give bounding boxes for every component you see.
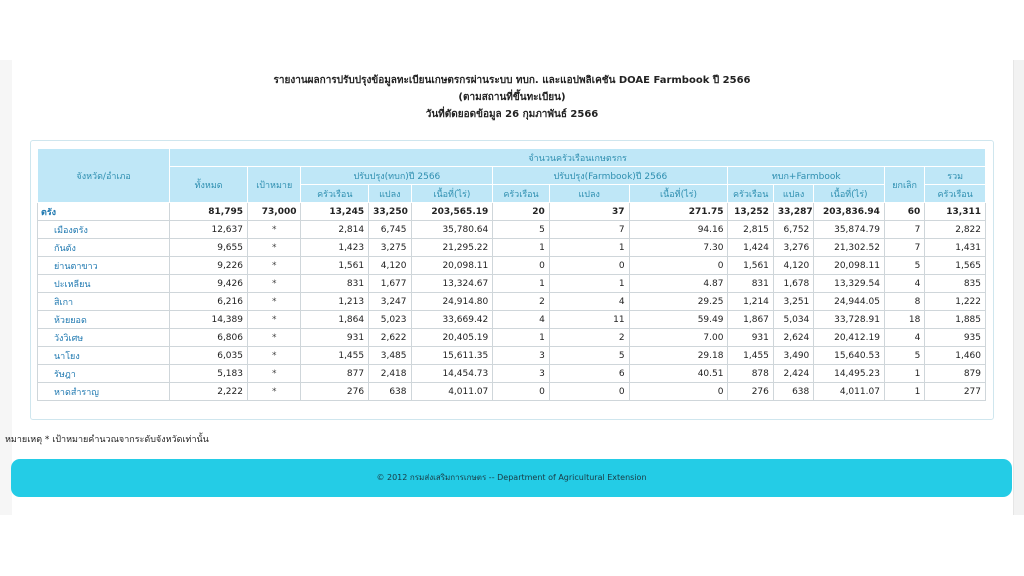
sum-households-cell: 1,431 — [925, 239, 986, 257]
table-row-total — [38, 203, 986, 221]
combined-plots-cell: 4,120 — [773, 257, 813, 275]
district-link[interactable]: ย่านตาขาว — [38, 257, 170, 275]
combined-plots-cell: 638 — [773, 383, 813, 401]
fb-households-cell: 5 — [493, 221, 550, 239]
header-tbk-plots: แปลง — [369, 185, 411, 203]
sum-households-cell: 13,311 — [925, 203, 986, 221]
tbk-area-cell: 21,295.22 — [411, 239, 493, 257]
tbk-households-cell: 13,245 — [301, 203, 369, 221]
district-link[interactable]: นาโยง — [38, 347, 170, 365]
sum-households-cell: 277 — [925, 383, 986, 401]
cancel-cell: 4 — [884, 275, 924, 293]
tbk-households-cell: 1,423 — [301, 239, 369, 257]
combined-area-cell: 21,302.52 — [814, 239, 885, 257]
tbk-plots-cell: 5,023 — [369, 311, 411, 329]
target-cell: 73,000 — [247, 203, 301, 221]
tbk-area-cell: 24,914.80 — [411, 293, 493, 311]
table-row — [38, 365, 986, 383]
table-row — [38, 293, 986, 311]
fb-area-cell: 59.49 — [629, 311, 728, 329]
report-title-line-2: (ตามสถานที่ขึ้นทะเบียน) — [458, 92, 566, 103]
target-cell: * — [247, 329, 301, 347]
combined-households-cell: 13,252 — [728, 203, 773, 221]
fb-households-cell: 4 — [493, 311, 550, 329]
fb-plots-cell: 5 — [549, 347, 629, 365]
header-tbk-area: เนื้อที่(ไร่) — [411, 185, 493, 203]
tbk-households-cell: 877 — [301, 365, 369, 383]
report-table — [37, 148, 986, 401]
table-row — [38, 311, 986, 329]
sum-households-cell: 1,885 — [925, 311, 986, 329]
tbk-households-cell: 2,814 — [301, 221, 369, 239]
fb-households-cell: 1 — [493, 329, 550, 347]
footer-copyright: © 2012 กรมส่งเสริมการเกษตร -- Department of Agricultural Extension — [376, 473, 647, 482]
fb-area-cell: 0 — [629, 257, 728, 275]
cancel-cell: 18 — [884, 311, 924, 329]
tbk-plots-cell: 3,275 — [369, 239, 411, 257]
tbk-area-cell: 203,565.19 — [411, 203, 493, 221]
fb-households-cell: 2 — [493, 293, 550, 311]
left-frame-edge — [0, 60, 12, 515]
tbk-plots-cell: 6,745 — [369, 221, 411, 239]
report-title-line-3: วันที่ตัดยอดข้อมูล 26 กุมภาพันธ์ 2566 — [425, 109, 599, 120]
district-link[interactable]: ปะเหลียน — [38, 275, 170, 293]
total-cell: 81,795 — [170, 203, 248, 221]
header-target: เป้าหมาย — [247, 167, 301, 203]
combined-households-cell: 276 — [728, 383, 773, 401]
target-cell: * — [247, 383, 301, 401]
combined-households-cell: 878 — [728, 365, 773, 383]
total-cell: 9,226 — [170, 257, 248, 275]
combined-area-cell: 35,874.79 — [814, 221, 885, 239]
target-cell: * — [247, 293, 301, 311]
tbk-households-cell: 1,455 — [301, 347, 369, 365]
fb-area-cell: 7.30 — [629, 239, 728, 257]
fb-area-cell: 7.00 — [629, 329, 728, 347]
combined-area-cell: 13,329.54 — [814, 275, 885, 293]
sum-households-cell: 835 — [925, 275, 986, 293]
header-tbk: ปรับปรุง(ทบก)ปี 2566 — [301, 167, 493, 185]
header-group: จำนวนครัวเรือนเกษตรกร — [170, 149, 986, 167]
tbk-plots-cell: 2,622 — [369, 329, 411, 347]
fb-area-cell: 94.16 — [629, 221, 728, 239]
cancel-cell: 7 — [884, 221, 924, 239]
tbk-area-cell: 4,011.07 — [411, 383, 493, 401]
total-cell: 6,806 — [170, 329, 248, 347]
sum-households-cell: 1,222 — [925, 293, 986, 311]
header-sum: รวม — [925, 167, 986, 185]
total-cell: 6,035 — [170, 347, 248, 365]
sum-households-cell: 879 — [925, 365, 986, 383]
province-link[interactable]: ตรัง — [38, 203, 170, 221]
fb-households-cell: 1 — [493, 275, 550, 293]
combined-area-cell: 4,011.07 — [814, 383, 885, 401]
target-cell: * — [247, 365, 301, 383]
table-row — [38, 347, 986, 365]
tbk-plots-cell: 3,247 — [369, 293, 411, 311]
combined-plots-cell: 1,678 — [773, 275, 813, 293]
sum-households-cell: 935 — [925, 329, 986, 347]
district-link[interactable]: ห้วยยอด — [38, 311, 170, 329]
report-title — [0, 72, 1024, 123]
header-fb-households: ครัวเรือน — [493, 185, 550, 203]
right-scrollbar-track[interactable] — [1013, 60, 1024, 515]
cancel-cell: 5 — [884, 347, 924, 365]
fb-households-cell: 20 — [493, 203, 550, 221]
fb-plots-cell: 0 — [549, 257, 629, 275]
combined-area-cell: 203,836.94 — [814, 203, 885, 221]
total-cell: 12,637 — [170, 221, 248, 239]
tbk-households-cell: 1,213 — [301, 293, 369, 311]
fb-plots-cell: 7 — [549, 221, 629, 239]
cancel-cell: 4 — [884, 329, 924, 347]
tbk-households-cell: 931 — [301, 329, 369, 347]
tbk-households-cell: 1,864 — [301, 311, 369, 329]
target-cell: * — [247, 347, 301, 365]
tbk-area-cell: 33,669.42 — [411, 311, 493, 329]
sum-households-cell: 1,460 — [925, 347, 986, 365]
header-tbk-households: ครัวเรือน — [301, 185, 369, 203]
total-cell: 9,426 — [170, 275, 248, 293]
tbk-area-cell: 14,454.73 — [411, 365, 493, 383]
tbk-area-cell: 13,324.67 — [411, 275, 493, 293]
fb-households-cell: 3 — [493, 347, 550, 365]
target-cell: * — [247, 311, 301, 329]
fb-plots-cell: 6 — [549, 365, 629, 383]
total-cell: 5,183 — [170, 365, 248, 383]
tbk-households-cell: 276 — [301, 383, 369, 401]
fb-households-cell: 3 — [493, 365, 550, 383]
tbk-plots-cell: 4,120 — [369, 257, 411, 275]
district-link[interactable]: สิเกา — [38, 293, 170, 311]
tbk-plots-cell: 33,250 — [369, 203, 411, 221]
header-combined-plots: แปลง — [773, 185, 813, 203]
tbk-area-cell: 20,405.19 — [411, 329, 493, 347]
table-row — [38, 383, 986, 401]
combined-plots-cell: 33,287 — [773, 203, 813, 221]
header-total: ทั้งหมด — [170, 167, 248, 203]
footer-bar — [11, 459, 1012, 497]
tbk-area-cell: 15,611.35 — [411, 347, 493, 365]
combined-area-cell: 33,728.91 — [814, 311, 885, 329]
combined-households-cell: 831 — [728, 275, 773, 293]
header-farmbook: ปรับปรุง(Farmbook)ปี 2566 — [493, 167, 728, 185]
fb-area-cell: 29.18 — [629, 347, 728, 365]
combined-area-cell: 15,640.53 — [814, 347, 885, 365]
combined-plots-cell: 2,624 — [773, 329, 813, 347]
fb-area-cell: 271.75 — [629, 203, 728, 221]
sum-households-cell: 2,822 — [925, 221, 986, 239]
tbk-area-cell: 20,098.11 — [411, 257, 493, 275]
combined-households-cell: 1,867 — [728, 311, 773, 329]
sum-households-cell: 1,565 — [925, 257, 986, 275]
district-link[interactable]: เมืองตรัง — [38, 221, 170, 239]
cancel-cell: 1 — [884, 383, 924, 401]
table-row — [38, 329, 986, 347]
target-cell: * — [247, 221, 301, 239]
fb-area-cell: 0 — [629, 383, 728, 401]
fb-area-cell: 29.25 — [629, 293, 728, 311]
cancel-cell: 1 — [884, 365, 924, 383]
combined-households-cell: 2,815 — [728, 221, 773, 239]
fb-plots-cell: 1 — [549, 275, 629, 293]
cancel-cell: 8 — [884, 293, 924, 311]
target-cell: * — [247, 275, 301, 293]
fb-households-cell: 0 — [493, 383, 550, 401]
header-fb-area: เนื้อที่(ไร่) — [629, 185, 728, 203]
combined-plots-cell: 3,490 — [773, 347, 813, 365]
combined-households-cell: 931 — [728, 329, 773, 347]
tbk-plots-cell: 2,418 — [369, 365, 411, 383]
combined-households-cell: 1,424 — [728, 239, 773, 257]
district-link[interactable]: วังวิเศษ — [38, 329, 170, 347]
fb-area-cell: 4.87 — [629, 275, 728, 293]
total-cell: 2,222 — [170, 383, 248, 401]
header-area: จังหวัด/อำเภอ — [38, 149, 170, 203]
tbk-households-cell: 1,561 — [301, 257, 369, 275]
combined-plots-cell: 5,034 — [773, 311, 813, 329]
fb-plots-cell: 37 — [549, 203, 629, 221]
district-link[interactable]: หาดสำราญ — [38, 383, 170, 401]
combined-area-cell: 24,944.05 — [814, 293, 885, 311]
footnote: หมายเหตุ * เป้าหมายคำนวณจากระดับจังหวัดเท่านั้น — [5, 435, 209, 445]
fb-plots-cell: 11 — [549, 311, 629, 329]
combined-area-cell: 20,412.19 — [814, 329, 885, 347]
cancel-cell: 60 — [884, 203, 924, 221]
tbk-plots-cell: 638 — [369, 383, 411, 401]
tbk-households-cell: 831 — [301, 275, 369, 293]
fb-plots-cell: 1 — [549, 239, 629, 257]
combined-plots-cell: 2,424 — [773, 365, 813, 383]
header-fb-plots: แปลง — [549, 185, 629, 203]
fb-households-cell: 0 — [493, 257, 550, 275]
district-link[interactable]: รัษฎา — [38, 365, 170, 383]
fb-plots-cell: 0 — [549, 383, 629, 401]
district-link[interactable]: กันตัง — [38, 239, 170, 257]
fb-plots-cell: 2 — [549, 329, 629, 347]
total-cell: 14,389 — [170, 311, 248, 329]
cancel-cell: 5 — [884, 257, 924, 275]
header-combined: ทบก+Farmbook — [728, 167, 884, 185]
total-cell: 9,655 — [170, 239, 248, 257]
fb-households-cell: 1 — [493, 239, 550, 257]
combined-plots-cell: 3,276 — [773, 239, 813, 257]
combined-plots-cell: 6,752 — [773, 221, 813, 239]
combined-households-cell: 1,214 — [728, 293, 773, 311]
header-sum-households: ครัวเรือน — [925, 185, 986, 203]
combined-plots-cell: 3,251 — [773, 293, 813, 311]
combined-area-cell: 14,495.23 — [814, 365, 885, 383]
report-title-line-1: รายงานผลการปรับปรุงข้อมูลทะเบียนเกษตรกรผ่านระบบ ทบก. และแอปพลิเคชัน DOAE Farmbook ปี 2566 — [273, 75, 751, 86]
tbk-plots-cell: 3,485 — [369, 347, 411, 365]
target-cell: * — [247, 257, 301, 275]
target-cell: * — [247, 239, 301, 257]
combined-area-cell: 20,098.11 — [814, 257, 885, 275]
table-row — [38, 221, 986, 239]
combined-households-cell: 1,561 — [728, 257, 773, 275]
fb-area-cell: 40.51 — [629, 365, 728, 383]
table-row — [38, 257, 986, 275]
combined-households-cell: 1,455 — [728, 347, 773, 365]
total-cell: 6,216 — [170, 293, 248, 311]
header-combined-area: เนื้อที่(ไร่) — [814, 185, 885, 203]
header-combined-households: ครัวเรือน — [728, 185, 773, 203]
fb-plots-cell: 4 — [549, 293, 629, 311]
table-row — [38, 275, 986, 293]
cancel-cell: 7 — [884, 239, 924, 257]
tbk-plots-cell: 1,677 — [369, 275, 411, 293]
header-cancel: ยกเลิก — [884, 167, 924, 203]
table-row — [38, 239, 986, 257]
tbk-area-cell: 35,780.64 — [411, 221, 493, 239]
